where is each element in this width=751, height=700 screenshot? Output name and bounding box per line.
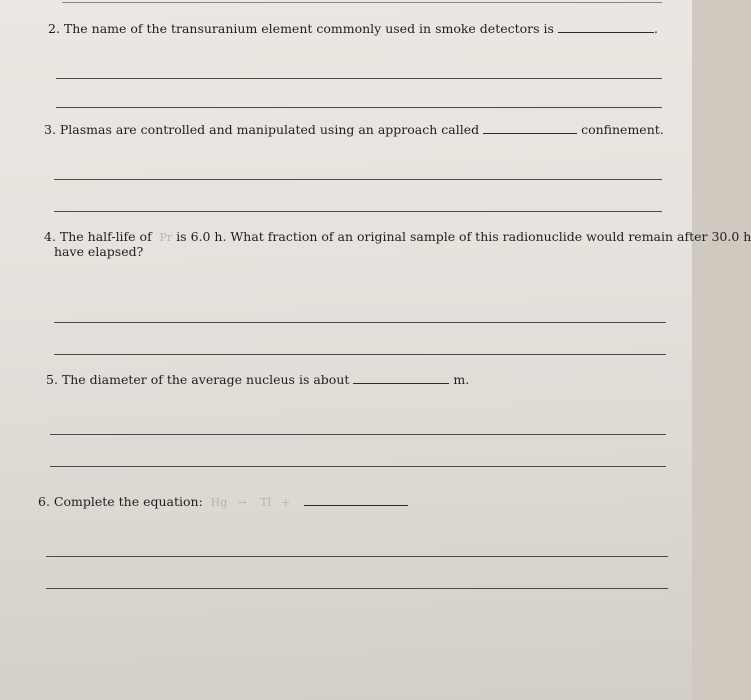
top-margin-line [62, 2, 662, 3]
question-2-end: . [653, 21, 658, 36]
isotope-symbol-pr: Pr [159, 231, 173, 245]
question-3-answer-blank[interactable] [483, 121, 577, 134]
question-2-answer-blank[interactable] [558, 20, 654, 33]
question-2 [48, 20, 658, 37]
answer-line[interactable] [56, 107, 662, 108]
answer-line[interactable] [54, 211, 662, 212]
question-4-line-2 [54, 243, 143, 260]
question-6-text: 6. Complete the equation: [38, 494, 203, 510]
reactant-symbol-hg: Hg [210, 496, 228, 510]
answer-line[interactable] [46, 588, 668, 589]
answer-line[interactable] [50, 434, 666, 435]
answer-line[interactable] [46, 556, 668, 557]
reactant-nuclide-numbers: ·· [206, 496, 211, 503]
answer-line[interactable] [54, 322, 666, 323]
answer-line[interactable] [54, 354, 666, 355]
question-5-end: m. [453, 372, 470, 387]
question-3-text: 3. Plasmas are controlled and manipulated using an approach called [44, 122, 480, 137]
question-3-end: confinement. [581, 122, 664, 137]
plus-sign: + [281, 496, 291, 510]
question-3 [44, 121, 664, 138]
answer-line[interactable] [50, 466, 666, 467]
product-nuclide-numbers: ·· [256, 496, 261, 503]
question-6-answer-blank[interactable] [304, 493, 408, 506]
question-5-answer-blank[interactable] [353, 371, 449, 384]
isotope-mass-number: ·· [155, 231, 160, 238]
answer-line[interactable] [54, 179, 662, 180]
product-symbol-tl: Tl [260, 496, 272, 510]
reaction-arrow: → [237, 496, 247, 510]
answer-line[interactable] [56, 78, 662, 79]
question-4-text-rest: is 6.0 h. What fraction of an original sample of this radionuclide would remain after 30.0 h [176, 229, 751, 245]
question-5 [46, 371, 469, 388]
question-4-line-1 [44, 226, 751, 246]
question-5-text: 5. The diameter of the average nucleus is about [46, 372, 350, 387]
question-4-text-end: have elapsed? [54, 244, 144, 259]
question-2-text: 2. The name of the transuranium element commonly used in smoke detectors is [48, 21, 554, 36]
question-6 [38, 491, 408, 511]
question-4-text-start: 4. The half-life of [44, 229, 152, 245]
